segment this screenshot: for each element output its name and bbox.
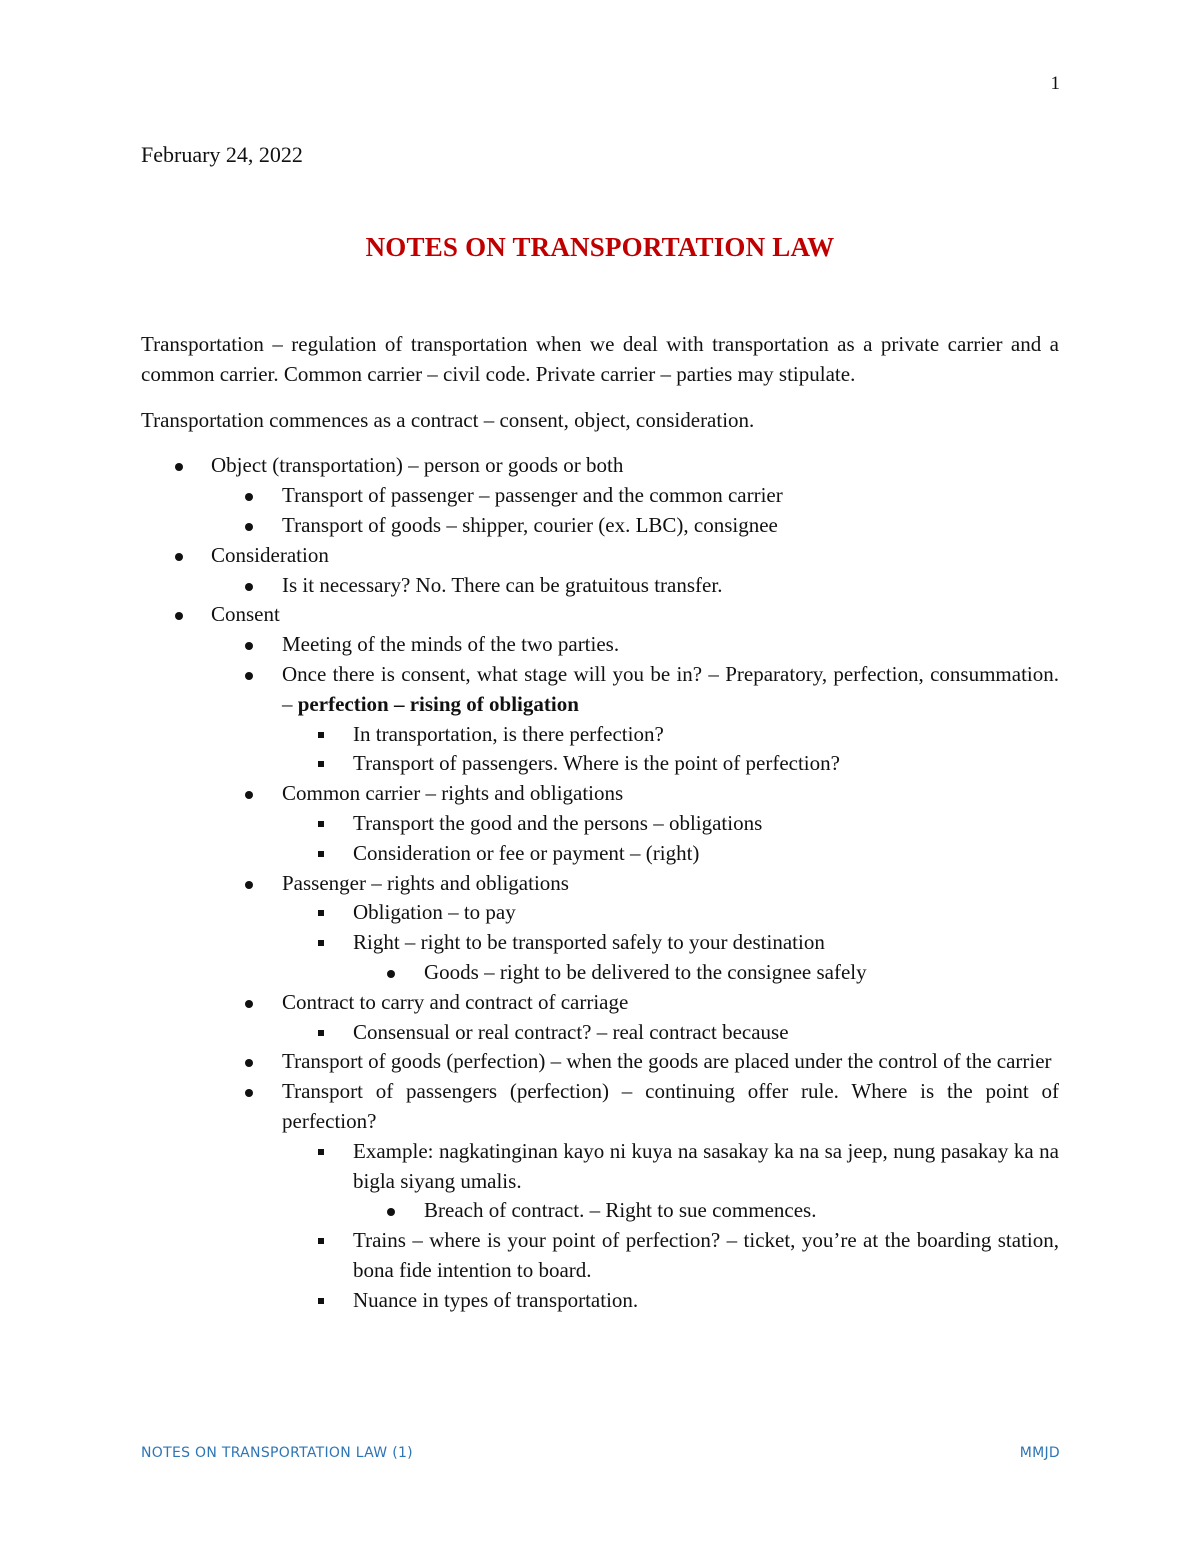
list-item (282, 1018, 1059, 1048)
bullet-icon (245, 583, 253, 591)
bullet-icon (175, 463, 183, 471)
list-item-text: Transport of passenger – passenger and the common carrier (282, 483, 783, 508)
list-item (282, 1137, 1059, 1226)
list-item-text: Transport of passengers. Where is the point of perfection? (353, 751, 840, 776)
square-bullet-icon (318, 761, 324, 767)
bullet-icon (245, 493, 253, 501)
bullet-icon (245, 523, 253, 531)
list-item (282, 1226, 1059, 1286)
list-item (211, 1047, 1059, 1077)
bullet-icon (175, 612, 183, 620)
bullet-icon (245, 1059, 253, 1067)
square-bullet-icon (318, 1298, 324, 1304)
bullet-icon (245, 1089, 253, 1097)
list-item-text: Consideration (211, 542, 329, 567)
list-item (141, 451, 1059, 540)
contract-elements-paragraph: Transportation commences as a contract – consent, object, consideration. (141, 407, 755, 432)
list-item-text: Consent (211, 602, 280, 627)
list-item (353, 1196, 1059, 1226)
list-item-text: Contract to carry and contract of carriage (282, 989, 629, 1014)
square-bullet-icon (318, 910, 324, 916)
list-item-text: Transport of goods – shipper, courier (ex. LBC), consignee (282, 512, 778, 537)
list-item (211, 779, 1059, 868)
square-bullet-icon (318, 851, 324, 857)
list-item (282, 898, 1059, 928)
bullet-icon (245, 672, 253, 680)
bullet-icon (245, 881, 253, 889)
list-item-text: Breach of contract. – Right to sue commences. (424, 1198, 817, 1223)
list-item-text: Common carrier – rights and obligations (282, 781, 624, 806)
list-item (211, 869, 1059, 988)
list-item-text: Passenger – rights and obligations (282, 870, 569, 895)
list-item (353, 958, 1059, 988)
list-item-text: Transport of passengers (perfection) – continuing offer rule. Where is the point of perfection? (282, 1079, 1059, 1133)
list-item-text (282, 660, 1059, 720)
square-bullet-icon (318, 732, 324, 738)
list-item-text: Is it necessary? No. There can be gratuitous transfer. (282, 572, 723, 597)
document-body (141, 330, 1059, 1316)
list-item (282, 720, 1059, 750)
list-item (211, 481, 1059, 511)
square-bullet-icon (318, 940, 324, 946)
list-item (211, 571, 1059, 601)
bullet-icon (245, 642, 253, 650)
list-item (211, 630, 1059, 660)
list-item (141, 541, 1059, 601)
stage-question-text: Once there is consent, what stage will you be in? – Preparatory, perfection, consummation. – (282, 661, 1059, 716)
list-item-text: Right – right to be transported safely to your destination (353, 930, 825, 955)
list-item (282, 839, 1059, 869)
square-bullet-icon (318, 1238, 324, 1244)
list-item-text: Consideration or fee or payment – (right) (353, 840, 700, 865)
list-item-text: Goods – right to be delivered to the consignee safely (424, 959, 867, 984)
list-item (282, 928, 1059, 988)
list-item-text: Trains – where is your point of perfection? – ticket, you’re at the boarding station, bona fide intention to board. (353, 1228, 1059, 1282)
footer-author-initials: MMJD (1019, 1445, 1060, 1461)
square-bullet-icon (318, 821, 324, 827)
list-item (211, 660, 1059, 779)
bullet-icon (245, 791, 253, 799)
footer-document-title: NOTES ON TRANSPORTATION LAW (1) (141, 1445, 413, 1461)
list-item-text: Example: nagkatinginan kayo ni kuya na sasakay ka na sa jeep, nung pasakay ka na bigla siyang umalis. (353, 1138, 1059, 1193)
list-item (141, 600, 1059, 1315)
list-item-text: Transport the good and the persons – obligations (353, 810, 763, 835)
list-item (282, 1286, 1059, 1316)
list-item (211, 511, 1059, 541)
intro-paragraph: Transportation – regulation of transportation when we deal with transportation as a private carrier and a common carrier. Common carrier – civil code. Private carrier – parties may stipulate. (141, 332, 1059, 386)
list-item-text: Object (transportation) – person or goods or both (211, 453, 624, 478)
list-item-text: Nuance in types of transportation. (353, 1287, 639, 1312)
bullet-icon (387, 1208, 395, 1216)
list-item (282, 809, 1059, 839)
list-item-text: Transport of goods (perfection) – when the goods are placed under the control of the carrier (282, 1049, 1052, 1074)
square-bullet-icon (318, 1030, 324, 1036)
list-item-text: Meeting of the minds of the two parties. (282, 632, 620, 657)
bullet-icon (175, 553, 183, 561)
document-title: NOTES ON TRANSPORTATION LAW (365, 232, 835, 262)
list-item-text: Obligation – to pay (353, 900, 516, 925)
list-item (282, 749, 1059, 779)
notes-outline (141, 451, 1059, 1315)
stage-answer-bold: perfection – rising of obligation (297, 691, 579, 716)
list-item (211, 1077, 1059, 1315)
document-date: February 24, 2022 (141, 142, 303, 167)
list-item-text: Consensual or real contract? – real contract because (353, 1019, 789, 1044)
bullet-icon (245, 1000, 253, 1008)
bullet-icon (387, 970, 395, 978)
list-item-text: In transportation, is there perfection? (353, 721, 664, 746)
list-item (211, 988, 1059, 1048)
square-bullet-icon (318, 1149, 324, 1155)
page-number: 1 (1050, 73, 1060, 94)
